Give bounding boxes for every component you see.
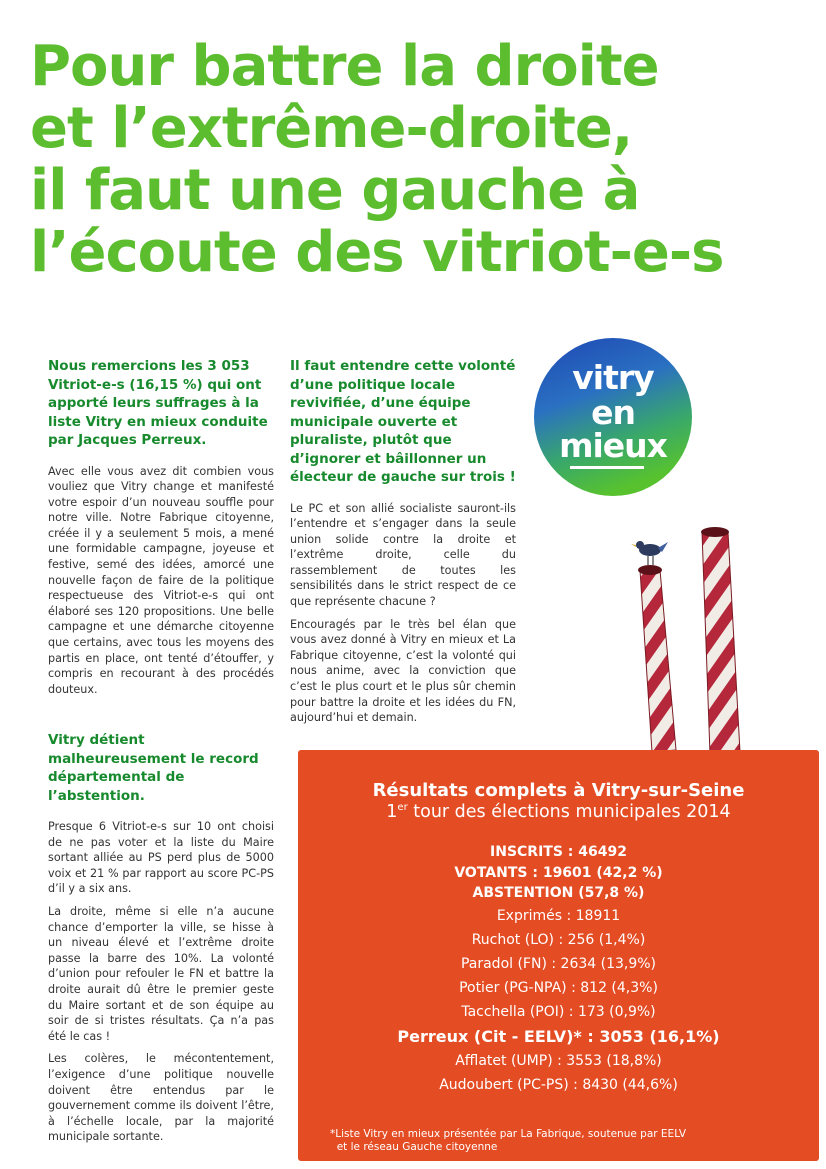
- logo-word-mieux: mieux: [559, 426, 667, 465]
- subtitle-ordinal-suffix: er: [397, 802, 408, 814]
- headline-line-3: il faut une gauche à: [30, 158, 640, 223]
- footnote-line-2: et le réseau Gauche citoyenne: [336, 1141, 498, 1153]
- results-footnote: [330, 1128, 800, 1154]
- column-left-abstention: [48, 731, 274, 1152]
- results-list: [298, 842, 819, 1097]
- subtitle-ordinal: 1: [386, 802, 398, 822]
- right-wing-paragraph: La droite, même si elle n’a aucune chance d’emporter la ville, se hisse à un niveau élevé et l’extrême droite passe la barre des 10%. La volonté d’union pour refouler le FN et battre la droite aurait dû être le premier geste du Maire sortant et de son équipe au soir de si tristes résultats. Ça n’a pas été le cas !: [48, 904, 274, 1043]
- abstention-lead: Vitry détient malheureusement le record départemental de l’abstention.: [48, 732, 259, 804]
- result-exprimes: Exprimés : 18911: [496, 907, 621, 924]
- result-tacchella: Tacchella (POI) : 173 (0,9%): [461, 1003, 656, 1020]
- anger-paragraph: Les colères, le mécontentement, l’exigence d’une politique nouvelle doivent être entendus par le gouvernement comme ils doivent l’être, à l’échelle locale, par la majorité municipale sortante.: [48, 1052, 274, 1144]
- headline: [30, 36, 810, 284]
- results-title: Résultats complets à Vitry-sur-Seine: [372, 780, 745, 801]
- logo-word-en: en: [591, 393, 635, 432]
- result-paradol: Paradol (FN) : 2634 (13,9%): [460, 955, 657, 972]
- chimney-left: [638, 565, 676, 752]
- results-subtitle: [298, 802, 819, 822]
- headline-line-4: l’écoute des vitriot-e-s: [30, 220, 724, 285]
- subtitle-rest: tour des élections municipales 2014: [407, 802, 731, 822]
- result-votants: VOTANTS : 19601 (42,2 %): [454, 864, 663, 881]
- column-left: [48, 357, 274, 704]
- column-middle: [290, 357, 516, 733]
- headline-line-1: Pour battre la droite: [30, 34, 659, 99]
- campaign-paragraph: Avec elle vous avez dit combien vous vouliez que Vitry change et manifesté votre espoir d’un nouveau souffle pour notre ville. Notre Fabrique citoyenne, créée il y a seulement 5 mois, a mené une formidable campagne, joyeuse et festive, semé des idées, amorcé une nouvelle façon de faire de la politique respectueuse des Vitriot-e-s qui ont élaboré ses 120 propositions. Une belle campagne et une démarche citoyenne que certains, avec tous les moyens des partis en place, ont tenté d’étouffer, y compris en recourant à des procédés douteux.: [48, 464, 274, 696]
- bird-icon: [631, 541, 668, 565]
- abstention-paragraph: Presque 6 Vitriot-e-s sur 10 ont choisi de ne pas voter et la liste du Maire sortant alliée au PS perd plus de 5000 voix et 21 % par rapport au score PC-PS d’il y a six ans.: [48, 820, 274, 896]
- logo-underline: [570, 466, 644, 469]
- union-paragraph: Le PC et son allié socialiste sauront-ils l’entendre et s’engager dans la seule union solide contre la droite et l’extrême droite, celle du rassemblement de toutes les sensibilités dans le strict respect de ce que représente chacune ?: [290, 501, 516, 609]
- chimney-right: [701, 527, 740, 754]
- result-inscrits: INSCRITS : 46492: [490, 844, 627, 860]
- thanks-lead: Nous remercions les 3 053 Vitriot-e-s (16,15 %) qui ont apporté leurs suffrages à la liste Vitry en mieux conduite par Jacques Perreux.: [48, 358, 268, 448]
- listen-lead: Il faut entendre cette volonté d’une politique locale revivifiée, d’une équipe municipale ouverte et pluraliste, plutôt que d’ignorer et bâillonner un électeur de gauche sur trois !: [290, 358, 516, 485]
- results-box: [298, 750, 819, 1161]
- footnote-line-1: *Liste Vitry en mieux présentée par La Fabrique, soutenue par EELV: [330, 1128, 687, 1140]
- logo-word-vitry: vitry: [572, 358, 654, 397]
- result-afflatet: Afflatet (UMP) : 3553 (18,8%): [455, 1052, 662, 1069]
- headline-line-2: et l’extrême-droite,: [30, 96, 633, 161]
- result-potier: Potier (PG-NPA) : 812 (4,3%): [459, 979, 658, 996]
- result-ruchot: Ruchot (LO) : 256 (1,4%): [471, 931, 646, 948]
- result-audoubert: Audoubert (PC-PS) : 8430 (44,6%): [439, 1076, 678, 1093]
- result-abstention: ABSTENTION (57,8 %): [472, 885, 645, 901]
- result-perreux: Perreux (Cit - EELV)* : 3053 (16,1%): [397, 1026, 720, 1046]
- encouraged-paragraph: Encouragés par le très bel élan que vous avez donné à Vitry en mieux et La Fabrique citoyenne, c’est la volonté qui nous anime, avec la conviction que c’est le plus court et le plus sûr chemin pour battre la droite et les idées du FN, aujourd’hui et demain.: [290, 617, 516, 725]
- vitry-en-mieux-logo: [534, 338, 692, 496]
- chimney-bird-illustration: [600, 520, 750, 760]
